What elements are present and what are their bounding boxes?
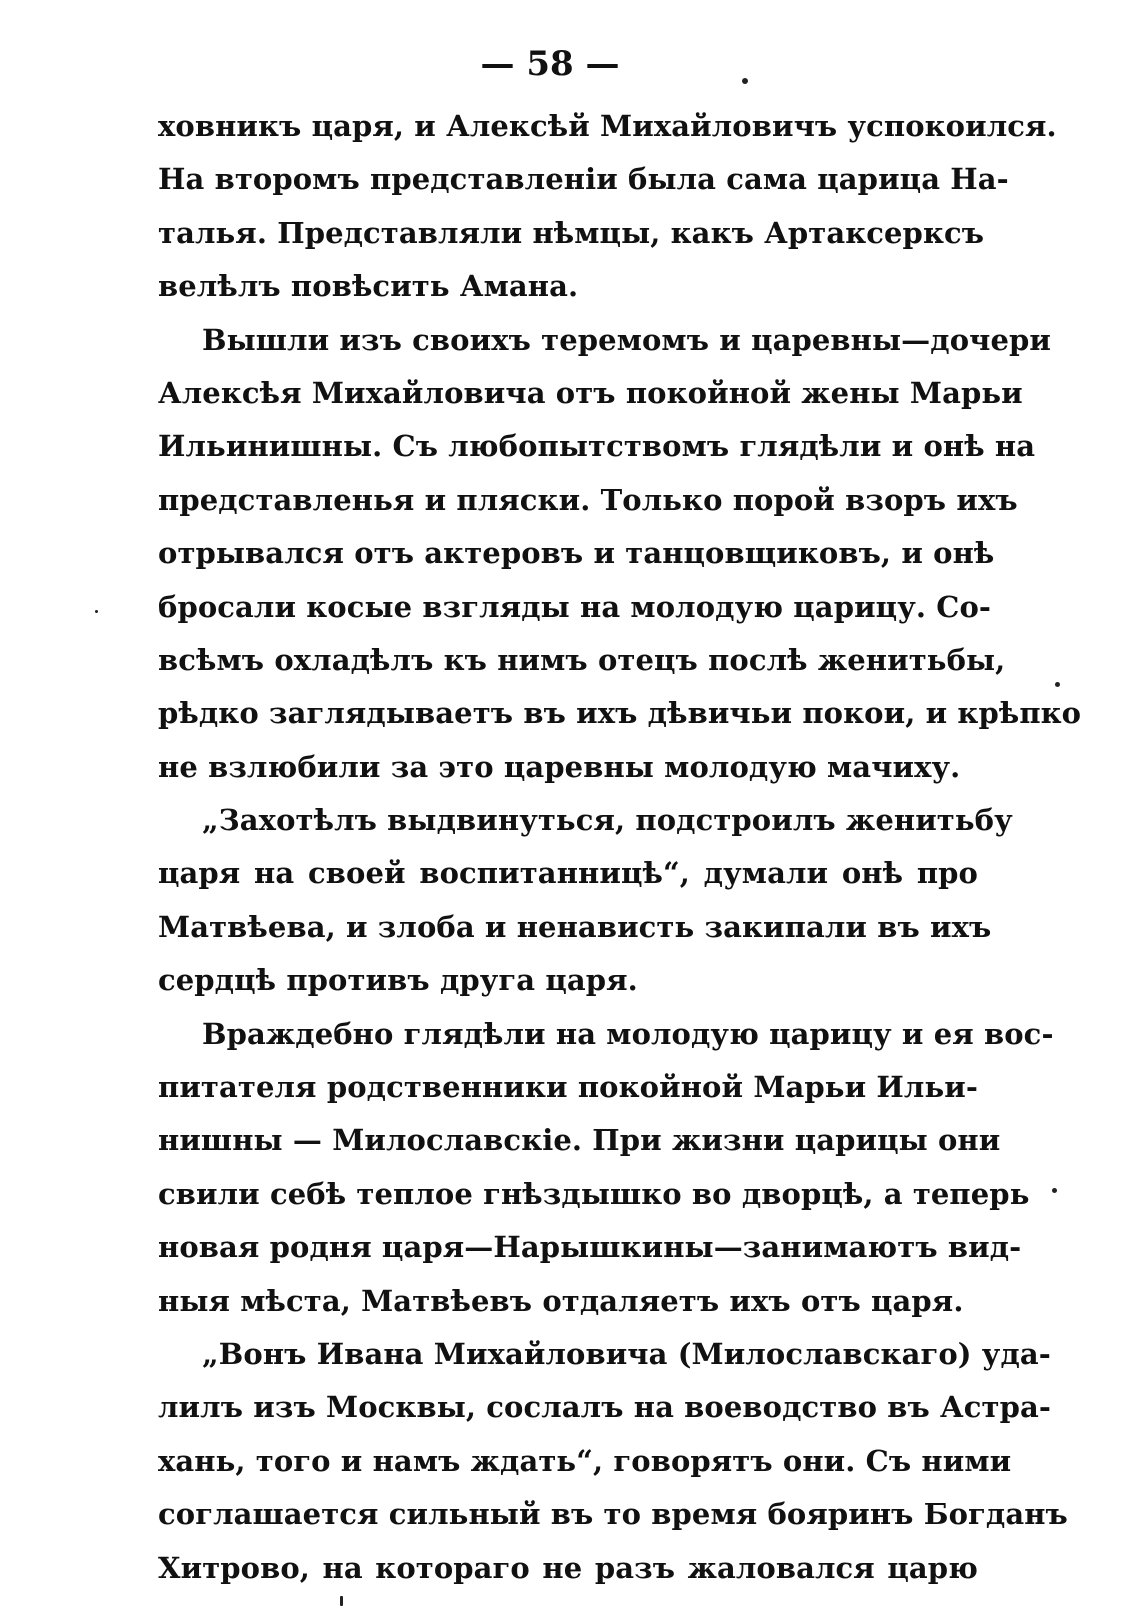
scan-speck [742,78,748,84]
text-line: представленья и пляски. Только порой взоръ ихъ [158,482,1018,517]
text-line: хань, того и намъ ждать“, говорятъ они. Съ ними [158,1443,1012,1478]
text-line: „Вонъ Ивана Михайловича (Милославскаго) уда- [202,1336,1051,1371]
scan-speck [95,610,98,613]
text-line: лилъ изъ Москвы, сослалъ на воеводство въ Астра- [158,1390,1051,1425]
scan-speck [1055,682,1060,687]
text-line: новая родня царя—Нарышкины—занимаютъ вид- [158,1230,1022,1265]
scan-speck [340,1596,343,1606]
text-line: свили себѣ теплое гнѣздышко во дворцѣ, а теперь [158,1176,1030,1211]
text-line: Хитрово, на котораго не разъ жаловался царю [158,1550,978,1585]
text-line: Матвѣева, и злоба и ненависть закипали въ ихъ [158,909,992,944]
text-line: рѣдко заглядываетъ въ ихъ дѣвичьи покои, и крѣпко [158,696,1082,731]
text-line: нишны — Милославскіе. При жизни царицы они [158,1123,1001,1158]
text-line: питателя родственники покойной Марьи Ильи- [158,1070,978,1105]
scan-speck [1052,1188,1057,1193]
text-line: ныя мѣста, Матвѣевъ отдаляетъ ихъ отъ царя. [158,1283,964,1318]
body-text [158,100,1082,1595]
text-line: царя на своей воспитанницѣ“, думали онѣ про [158,856,978,891]
text-line: не взлюбили за это царевны молодую мачиху. [158,749,961,784]
text-line: Враждебно глядѣли на молодую царицу и ея вос- [202,1016,1054,1051]
text-line: всѣмъ охладѣлъ къ нимъ отецъ послѣ женитьбы, [158,642,1006,677]
text-line: велѣлъ повѣсить Амана. [158,269,579,304]
text-line: сердцѣ противъ друга царя. [158,963,638,998]
text-line: На второмъ представленіи была сама царица На- [158,162,1009,197]
text-line: Вышли изъ своихъ теремомъ и царевны—дочери [202,322,1051,357]
text-line: Ильинишны. Съ любопытствомъ глядѣли и онѣ на [158,429,1036,464]
text-line: ховникъ царя, и Алексѣй Михайловичъ успокоился. [158,109,1057,143]
text-line: Алексѣя Михайловича отъ покойной жены Марьи [158,375,1023,410]
text-line: бросали косые взгляды на молодую царицу. Со- [158,589,992,624]
page-number: — 58 — [480,44,620,84]
text-line: соглашается сильный въ то время бояринъ Богданъ [158,1497,1068,1532]
text-line: талья. Представляли нѣмцы, какъ Артаксерксъ [158,215,985,250]
text-line: „Захотѣлъ выдвинуться, подстроилъ женитьбу [202,803,1013,838]
text-line: отрывался отъ актеровъ и танцовщиковъ, и онѣ [158,536,995,571]
